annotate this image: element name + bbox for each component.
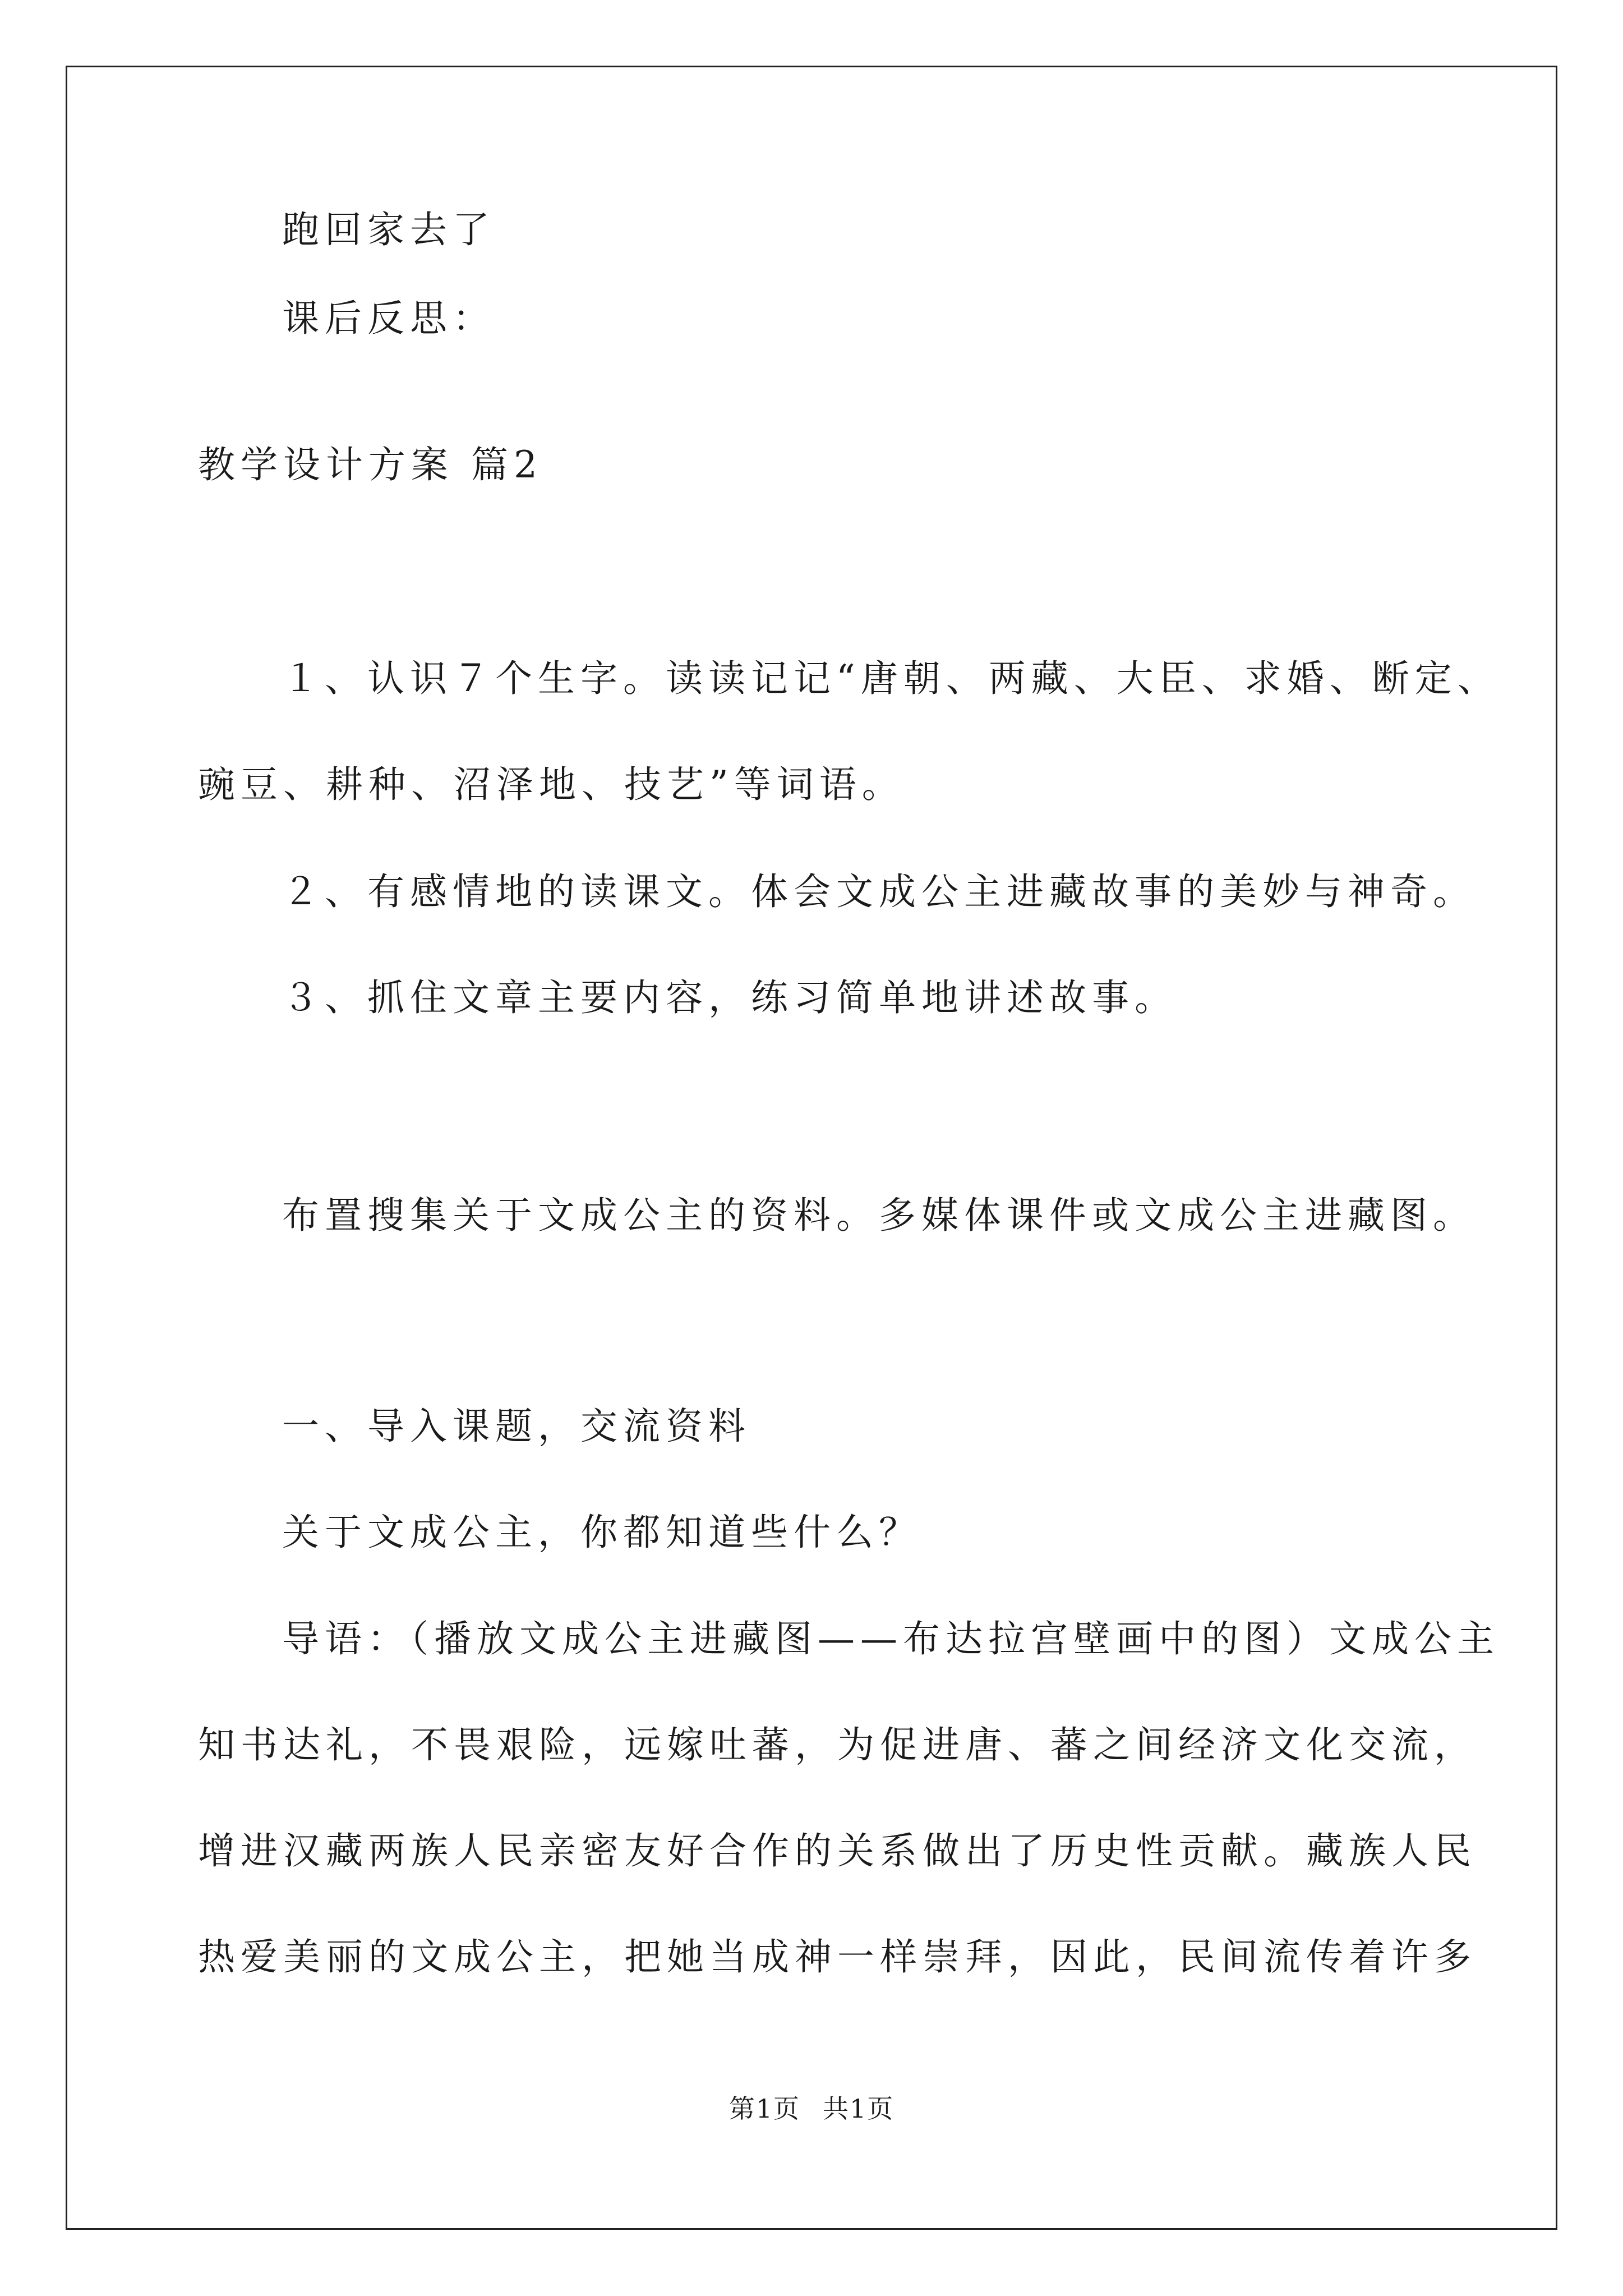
intro-line-3: 增进汉藏两族人民亲密友好合作的关系做出了历史性贡献。藏族人民: [198, 1829, 1477, 1872]
intro-line-4: 热爱美丽的文成公主，把她当成神一样崇拜，因此，民间流传着许多: [198, 1935, 1477, 1978]
text-line-2: 课后反思：: [282, 297, 495, 340]
section-heading: 教学设计方案 篇2: [198, 443, 543, 486]
page-footer: [0, 2092, 1623, 2125]
intro-line-1: 导语：（播放文成公主进藏图——布达拉宫壁画中的图）文成公主: [282, 1617, 1500, 1660]
page-total: 共1页: [823, 2093, 895, 2124]
objective-1-continued: 豌豆、耕种、沼泽地、技艺”等词语。: [198, 763, 905, 806]
question-line: 关于文成公主，你都知道些什么？: [282, 1511, 921, 1554]
text-line-1: 跑回家去了: [282, 208, 495, 251]
step-heading-1: 一、导入课题，交流资料: [282, 1405, 751, 1448]
objective-1: １、认识７个生字。读读记记“唐朝、两藏、大臣、求婚、断定、: [282, 657, 1500, 700]
preparation-text: 布置搜集关于文成公主的资料。多媒体课件或文成公主进藏图。: [282, 1194, 1476, 1237]
objective-3: ３、抓住文章主要内容，练习简单地讲述故事。: [282, 976, 1177, 1019]
intro-line-2: 知书达礼，不畏艰险，远嫁吐蕃，为促进唐、蕃之间经济文化交流，: [198, 1723, 1477, 1766]
page-border: [66, 66, 1557, 2230]
page-number: 第1页: [728, 2093, 800, 2124]
objective-2: ２、有感情地的读课文。体会文成公主进藏故事的美妙与神奇。: [282, 870, 1476, 913]
